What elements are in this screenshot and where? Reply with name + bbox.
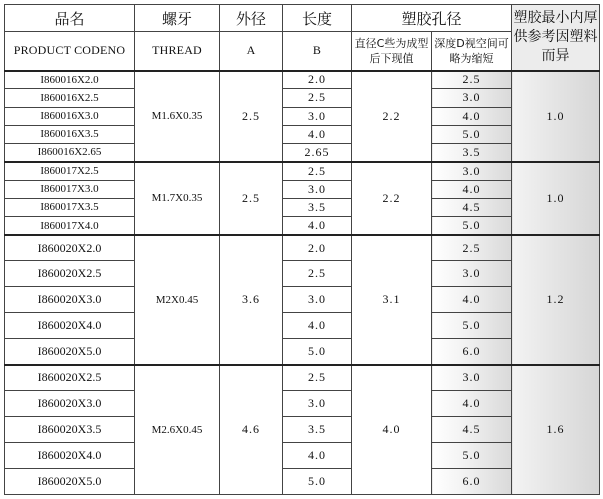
table-row xyxy=(5,217,600,235)
min-wall-cell: 1.2 xyxy=(512,235,600,365)
group-4 xyxy=(5,365,600,495)
outer-diameter-cell: 2.5 xyxy=(220,71,283,162)
hole-depth-cell: 6.0 xyxy=(432,468,512,494)
thread-cell: M2X0.45 xyxy=(135,235,220,365)
spec-table xyxy=(4,4,600,495)
length-cell: 2.5 xyxy=(283,89,352,107)
min-wall-cell: 1.6 xyxy=(512,365,600,495)
product-code-cell: I860020X5.0 xyxy=(5,468,135,494)
product-code-cell: I860020X2.0 xyxy=(5,235,135,261)
product-code-cell: I860016X2.0 xyxy=(5,71,135,89)
header-hole-depth: 深度D视空间可略为缩短 xyxy=(432,32,512,71)
thread-cell: M2.6X0.45 xyxy=(135,365,220,495)
hole-depth-cell: 5.0 xyxy=(432,313,512,339)
product-code-cell: I860020X5.0 xyxy=(5,339,135,365)
hole-depth-cell: 4.0 xyxy=(432,391,512,417)
hole-depth-cell: 2.5 xyxy=(432,235,512,261)
product-code-cell: I860020X3.5 xyxy=(5,417,135,443)
hole-depth-cell: 4.0 xyxy=(432,180,512,198)
product-code-cell: I860017X3.5 xyxy=(5,198,135,216)
product-code-cell: I860017X3.0 xyxy=(5,180,135,198)
outer-diameter-cell: 3.6 xyxy=(220,235,283,365)
length-cell: 4.0 xyxy=(283,125,352,143)
table-row xyxy=(5,287,600,313)
length-cell: 2.65 xyxy=(283,144,352,162)
product-code-cell: I860020X3.0 xyxy=(5,391,135,417)
header-min-wall: 塑胶最小内厚供参考因塑料而异 xyxy=(512,5,600,71)
length-cell: 3.0 xyxy=(283,391,352,417)
hole-depth-cell: 5.0 xyxy=(432,217,512,235)
product-code-cell: I860017X4.0 xyxy=(5,217,135,235)
min-wall-cell: 1.0 xyxy=(512,162,600,235)
length-cell: 2.5 xyxy=(283,162,352,180)
product-code-cell: I860016X2.65 xyxy=(5,144,135,162)
length-cell: 2.0 xyxy=(283,235,352,261)
length-cell: 3.5 xyxy=(283,198,352,216)
hole-depth-cell: 5.0 xyxy=(432,125,512,143)
thread-cell: M1.7X0.35 xyxy=(135,162,220,235)
length-cell: 2.0 xyxy=(283,71,352,89)
length-cell: 5.0 xyxy=(283,339,352,365)
table-row xyxy=(5,443,600,469)
table-row xyxy=(5,468,600,494)
hole-depth-cell: 4.0 xyxy=(432,107,512,125)
header-length-en: B xyxy=(283,32,352,71)
length-cell: 3.0 xyxy=(283,107,352,125)
hole-depth-cell: 3.0 xyxy=(432,89,512,107)
hole-depth-cell: 3.5 xyxy=(432,144,512,162)
length-cell: 3.0 xyxy=(283,287,352,313)
hole-diameter-cell: 2.2 xyxy=(352,162,432,235)
length-cell: 5.0 xyxy=(283,468,352,494)
product-code-cell: I860020X2.5 xyxy=(5,261,135,287)
table-row xyxy=(5,198,600,216)
product-code-cell: I860016X2.5 xyxy=(5,89,135,107)
length-cell: 2.5 xyxy=(283,261,352,287)
min-wall-cell: 1.0 xyxy=(512,71,600,162)
hole-depth-cell: 2.5 xyxy=(432,71,512,89)
outer-diameter-cell: 2.5 xyxy=(220,162,283,235)
table-row xyxy=(5,125,600,143)
thread-cell: M1.6X0.35 xyxy=(135,71,220,162)
table-row xyxy=(5,391,600,417)
group-1 xyxy=(5,71,600,162)
product-code-cell: I860017X2.5 xyxy=(5,162,135,180)
group-3 xyxy=(5,235,600,365)
product-code-cell: I860016X3.5 xyxy=(5,125,135,143)
header-name-zh: 品名 xyxy=(5,5,135,32)
length-cell: 4.0 xyxy=(283,443,352,469)
length-cell: 3.0 xyxy=(283,180,352,198)
product-code-cell: I860016X3.0 xyxy=(5,107,135,125)
hole-depth-cell: 6.0 xyxy=(432,339,512,365)
product-code-cell: I860020X3.0 xyxy=(5,287,135,313)
hole-diameter-cell: 4.0 xyxy=(352,365,432,495)
hole-depth-cell: 3.0 xyxy=(432,365,512,391)
product-code-cell: I860020X2.5 xyxy=(5,365,135,391)
table-row xyxy=(5,144,600,162)
group-2 xyxy=(5,162,600,235)
header-thread-zh: 螺牙 xyxy=(135,5,220,32)
header-hole-diameter: 直径C些为成型后下现值 xyxy=(352,32,432,71)
header-hole: 塑胶孔径 xyxy=(352,5,512,32)
table-row xyxy=(5,313,600,339)
length-cell: 4.0 xyxy=(283,217,352,235)
length-cell: 4.0 xyxy=(283,313,352,339)
header-od-en: A xyxy=(220,32,283,71)
table-row xyxy=(5,180,600,198)
product-code-cell: I860020X4.0 xyxy=(5,313,135,339)
outer-diameter-cell: 4.6 xyxy=(220,365,283,495)
hole-diameter-cell: 3.1 xyxy=(352,235,432,365)
table-row xyxy=(5,89,600,107)
header-length-zh: 长度 xyxy=(283,5,352,32)
table-row xyxy=(5,365,600,391)
hole-depth-cell: 4.0 xyxy=(432,287,512,313)
header-od-zh: 外径 xyxy=(220,5,283,32)
table-row xyxy=(5,235,600,261)
hole-depth-cell: 4.5 xyxy=(432,198,512,216)
length-cell: 3.5 xyxy=(283,417,352,443)
table-row xyxy=(5,417,600,443)
table-row xyxy=(5,162,600,180)
table-row xyxy=(5,71,600,89)
hole-depth-cell: 5.0 xyxy=(432,443,512,469)
length-cell: 2.5 xyxy=(283,365,352,391)
hole-depth-cell: 3.0 xyxy=(432,162,512,180)
header-name-en: PRODUCT CODENO xyxy=(5,32,135,71)
table-row xyxy=(5,107,600,125)
table-row xyxy=(5,261,600,287)
hole-depth-cell: 4.5 xyxy=(432,417,512,443)
header-thread-en: THREAD xyxy=(135,32,220,71)
product-code-cell: I860020X4.0 xyxy=(5,443,135,469)
table-row xyxy=(5,339,600,365)
hole-depth-cell: 3.0 xyxy=(432,261,512,287)
hole-diameter-cell: 2.2 xyxy=(352,71,432,162)
